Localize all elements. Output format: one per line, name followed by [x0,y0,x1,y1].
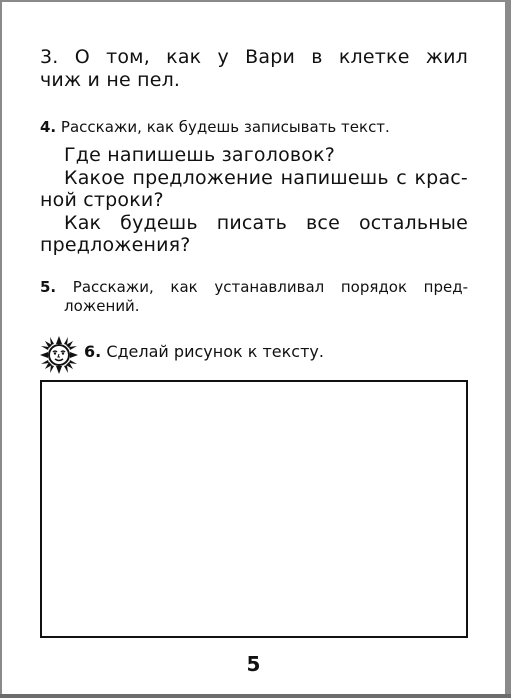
page-number: 5 [246,652,261,676]
task-5-text: Расскажи, как устанавливал порядок пред- [72,278,468,296]
sun-icon [40,336,78,374]
page-bottom-edge [0,694,511,698]
item-3-line-1: 3. О том, как у Вари в клетке жил [40,46,468,68]
task-6-text: Сделай рисунок к тексту. [106,342,324,361]
task-6 [84,342,464,361]
task-5-line-2: ложений. [64,297,140,315]
task-5-number: 5. [40,278,57,296]
question-1: Где напишешь заголовок? [64,144,336,166]
drawing-area[interactable] [40,380,468,638]
task-4-instruction [40,118,468,137]
item-3-line-2: чиж и не пел. [40,68,181,91]
task-5 [40,278,468,316]
question-3-line-2: предложения? [40,234,191,256]
question-3-line-1: Как будешь писать все остальные [64,211,468,234]
question-2-line-1: Какое предложение напишешь с крас- [64,166,468,189]
task-4-questions [40,144,468,257]
task-4-text: Расскажи, как будешь записывать текст. [60,118,390,136]
task-6-number: 6. [84,342,102,361]
question-2-line-2: ной строки? [40,189,164,211]
task-4-number: 4. [40,118,57,136]
item-3 [40,46,468,91]
page-sheet [2,2,505,694]
task-5-line-1 [40,278,468,297]
